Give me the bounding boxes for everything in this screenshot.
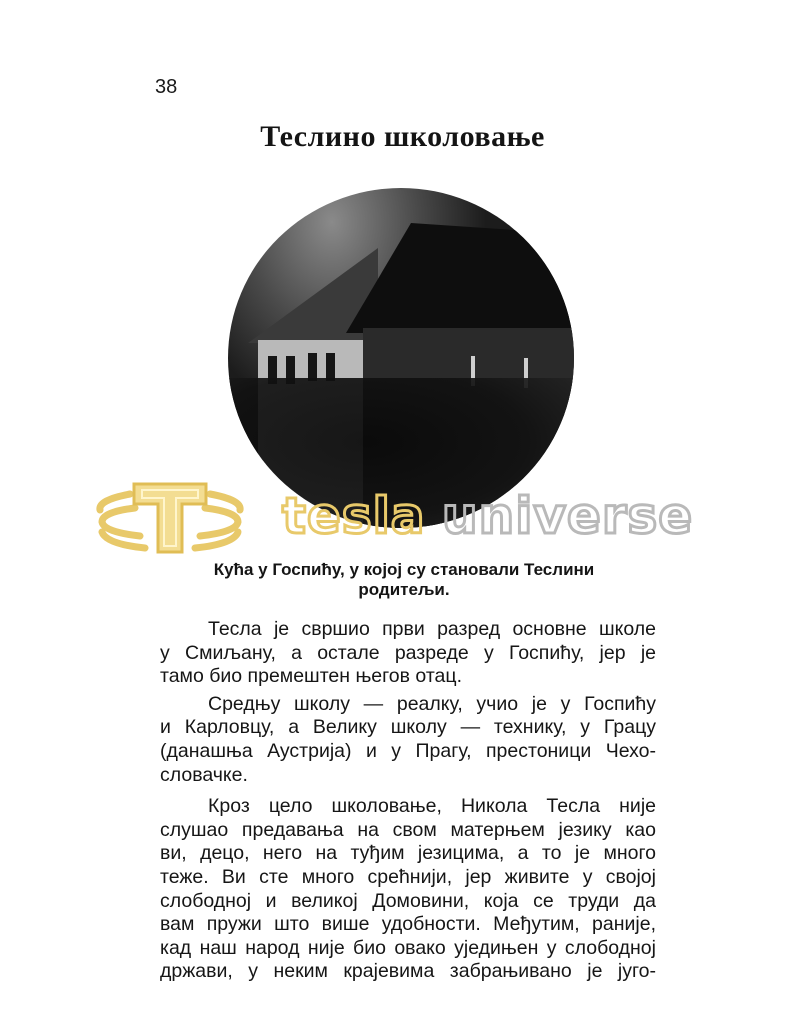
photo-roof	[346, 223, 574, 333]
caption-line: Кућа у Госпићу, у којој су становали Теслини	[213, 560, 595, 579]
paragraph	[160, 618, 656, 689]
text-line: Средњу школу — реалку, учио је у Госпићу	[208, 692, 656, 715]
text-line: тамо био премештен његов отац.	[160, 665, 462, 688]
text-line: (данашња Аустрија) и у Прагу, престоници Чехо-	[160, 739, 656, 762]
text-line: у Смиљану, а остале разреде у Госпићу, јер је	[160, 641, 656, 664]
caption-line: родитељи.	[358, 580, 450, 599]
figure-caption	[0, 560, 800, 600]
photo-trees	[228, 378, 574, 528]
photo-window	[326, 353, 335, 381]
tesla-universe-logo-icon	[90, 478, 250, 558]
paragraph	[160, 693, 656, 787]
photo-window	[308, 353, 317, 381]
text-line: ви, децо, него на туђим језицима, а то је много	[160, 842, 656, 865]
paragraph	[160, 795, 656, 984]
text-line: слободној и великој Домовини, која се труди да	[160, 889, 656, 912]
text-line: вам пружи што више удобности. Међутим, раније,	[160, 913, 656, 936]
text-line: држави, у неким крајевима забрањивано је југо-	[160, 960, 656, 983]
page-title: Теслино школовање	[260, 120, 545, 153]
text-line: слушао предавања на свом матерњем језику као	[160, 818, 656, 841]
text-line: теже. Ви сте много срећнији, јер живите у својој	[160, 865, 656, 888]
house-photo	[228, 188, 574, 528]
text-line: кад наш народ није био овако уједињен у слободној	[160, 936, 656, 959]
text-line: словачке.	[160, 763, 248, 786]
body-text	[160, 618, 656, 988]
text-line: Тесла је свршио први разред основне школе	[208, 618, 656, 640]
text-line: и Карловцу, а Велику школу — технику, у Грацу	[160, 716, 656, 739]
text-line: Кроз цело школовање, Никола Тесла није	[208, 795, 656, 818]
page-number: 38	[155, 76, 178, 98]
